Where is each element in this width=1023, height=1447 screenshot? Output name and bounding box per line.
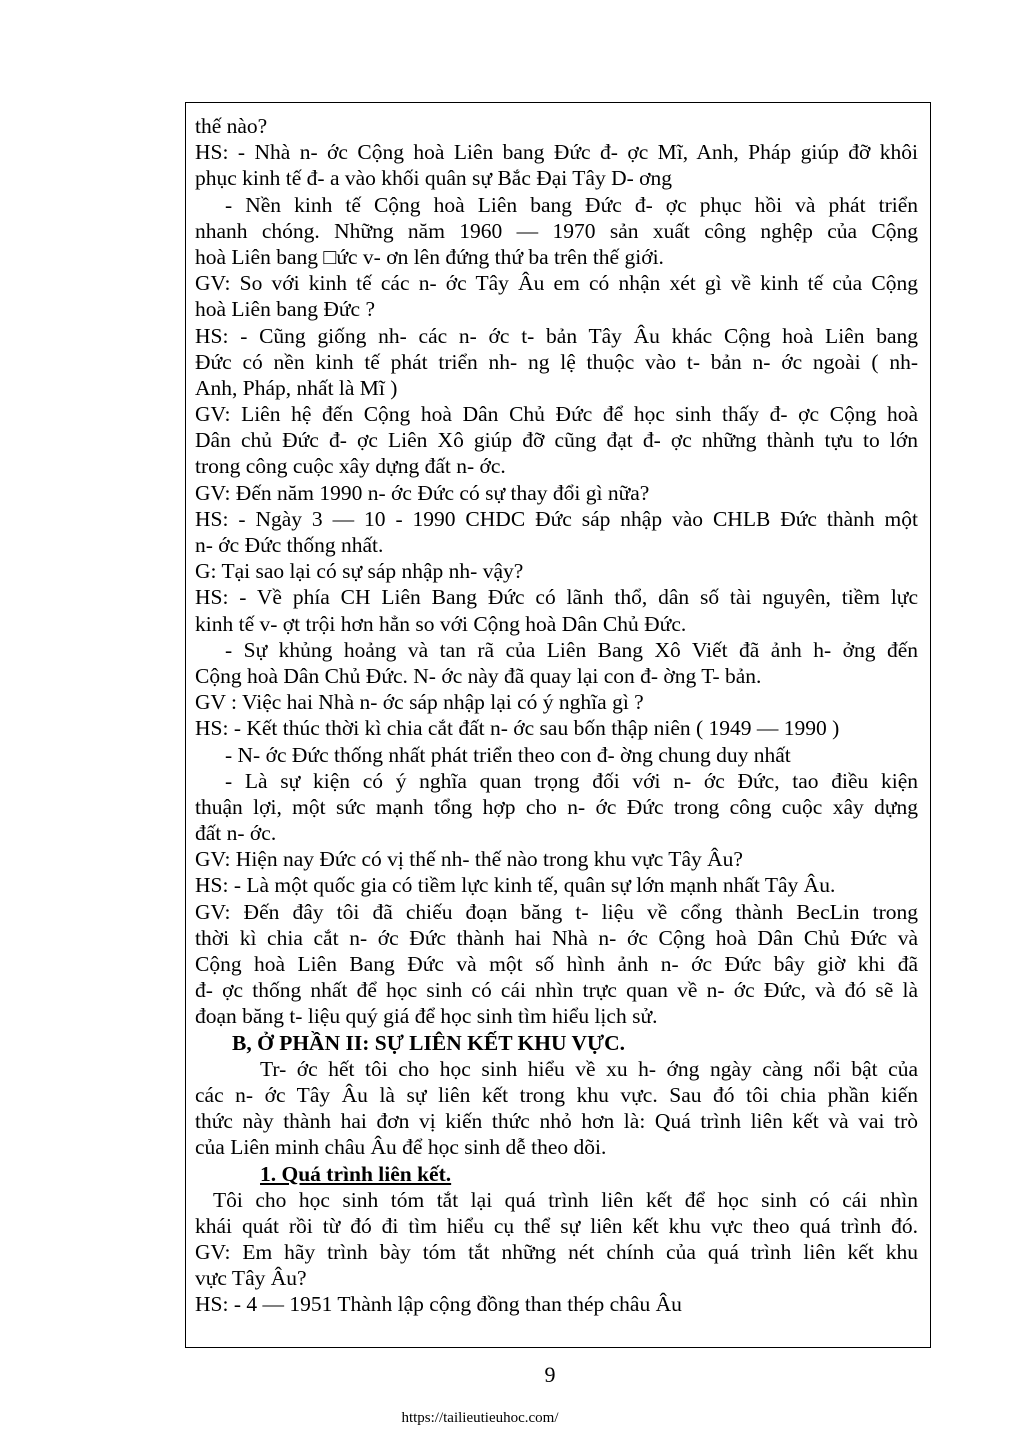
text-line: hoà Liên bang Đức ?	[195, 297, 375, 322]
text-line: HS: - Ngày 3 — 10 - 1990 CHDC Đức sáp nhập vào CHLB Đức thành một	[195, 506, 918, 531]
text-line: thức này thành hai đơn vị kiến thức nhỏ hơn là: Quá trình liên kết và vai trò	[195, 1109, 918, 1134]
text-line: GV: Hiện nay Đức có vị thế nh- thế nào trong khu vực Tây Âu?	[195, 847, 743, 872]
text-line: HS: - 4 — 1951 Thành lập cộng đồng than thép châu Âu	[195, 1292, 682, 1317]
text-line: HS: - Về phía CH Liên Bang Đức có lãnh thổ, dân số tài nguyên, tiềm lực	[195, 585, 918, 610]
text-line: Đức có nền kinh tế phát triển nh- ng lệ thuộc vào t- bản n- ớc ngoài ( nh-	[195, 349, 918, 374]
text-line: - Nền kinh tế Cộng hoà Liên bang Đức đ- ợc phục hồi và phát triển	[225, 192, 918, 217]
text-line: GV: So với kinh tế các n- ớc Tây Âu em có nhận xét gì về kinh tế của Cộng	[195, 271, 918, 296]
text-line: hoà Liên bang □ức v- ơn lên đứng thứ ba trên thế giới.	[195, 244, 664, 269]
page-number: 9	[544, 1362, 556, 1387]
text-line: GV: Liên hệ đến Cộng hoà Dân Chủ Đức để học sinh thấy đ- ợc Cộng hoà	[195, 402, 918, 427]
text-line: thuận lợi, một sức mạnh tổng hợp cho n- ớc Đức trong công cuộc xây dựng	[195, 794, 918, 819]
text-line: - Là sự kiện có ý nghĩa quan trọng đối với n- ớc Đức, tao điều kiện	[225, 768, 918, 793]
text-line: Tôi cho học sinh tóm tắt lại quá trình liên kết để học sinh có cái nhìn	[213, 1187, 918, 1212]
footer-url[interactable]: https://tailieutieuhoc.com/	[401, 1410, 559, 1426]
text-line: Cộng hoà Liên Bang Đức và một số hình ảnh n- ớc Đức bây giờ khi đã	[195, 952, 918, 976]
text-line: đ- ợc thống nhất để học sinh có cái nhìn trực quan về n- ớc Đức, và đó sẽ là	[195, 978, 918, 1003]
text-line: các n- ớc Tây Âu là sự liên kết trong khu vực. Sau đó tôi chia phần kiến	[195, 1082, 918, 1107]
text-line: của Liên minh châu Âu để học sinh dễ theo dõi.	[195, 1135, 607, 1160]
text-line: phục kinh tế đ- a vào khối quân sự Bắc Đại Tây D- ơng	[195, 166, 672, 191]
text-line: nhanh chóng. Những năm 1960 — 1970 sản xuất công nghệp của Cộng	[195, 218, 918, 243]
section-heading: 1. Quá trình liên kết.	[260, 1161, 452, 1186]
text-line: GV: Đến năm 1990 n- ớc Đức có sự thay đổi gì nữa?	[195, 480, 650, 505]
text-line: Dân chủ Đức đ- ợc Liên Xô giúp đỡ cũng đạt đ- ợc những thành tựu to lớn	[195, 428, 918, 453]
text-line: G: Tại sao lại có sự sáp nhập nh- vậy?	[195, 559, 524, 584]
text-line: n- ớc Đức thống nhất.	[195, 533, 384, 557]
text-line: vực Tây Âu?	[195, 1266, 307, 1291]
text-line: - Sự khủng hoảng và tan rã của Liên Bang Xô Viết đã ảnh h- ởng đến	[225, 637, 918, 662]
text-line: GV: Đến đây tôi đã chiếu đoạn băng t- liệu về cổng thành BecLin trong	[195, 899, 918, 924]
text-line: - N- ớc Đức thống nhất phát triển theo con đ- ờng chung duy nhất	[225, 742, 791, 767]
text-line: Tr- ớc hết tôi cho học sinh hiểu về xu h- ớng ngày càng nổi bật của	[260, 1056, 918, 1081]
text-line: đoạn băng t- liệu quý giá để học sinh tìm hiểu lịch sử.	[195, 1004, 658, 1029]
text-line: thế nào?	[195, 114, 268, 138]
text-line: đất n- ớc.	[195, 821, 277, 846]
text-line: B, Ở PHẦN II: SỰ LIÊN KẾT KHU VỰC.	[232, 1030, 626, 1055]
text-line: HS: - Nhà n- ớc Cộng hoà Liên bang Đức đ- ợc Mĩ, Anh, Pháp giúp đỡ khôi	[195, 140, 918, 165]
text-line: khái quát rồi từ đó đi tìm hiểu cụ thể sự liên kết khu vực theo quá trình đó.	[195, 1213, 918, 1238]
text-line: HS: - Là một quốc gia có tiềm lực kinh tế, quân sự lớn mạnh nhất Tây Âu.	[195, 873, 836, 898]
text-line: trong công cuộc xây dựng đất n- ớc.	[195, 454, 506, 479]
text-line: Anh, Pháp, nhất là Mĩ )	[195, 375, 398, 400]
text-line: HS: - Cũng giống nh- các n- ớc t- bản Tây Âu khác Cộng hoà Liên bang	[195, 323, 918, 348]
text-line: kinh tế v- ợt trội hơn hẳn so với Cộng hoà Dân Chủ Đức.	[195, 611, 687, 636]
text-line: GV : Việc hai Nhà n- ớc sáp nhập lại có ý nghĩa gì ?	[195, 690, 644, 715]
text-line: HS: - Kết thúc thời kì chia cắt đất n- ớc sau bốn thập niên ( 1949 — 1990 )	[195, 716, 840, 741]
text-line: thời kì chia cắt n- ớc Đức thành hai Nhà n- ớc Cộng hoà Dân Chủ Đức và	[195, 925, 918, 950]
text-line: GV: Em hãy trình bày tóm tắt những nét chính của quá trình liên kết khu	[195, 1240, 918, 1265]
text-line	[195, 1161, 918, 1187]
document-body	[195, 113, 918, 1318]
text-line: Cộng hoà Dân Chủ Đức. N- ớc này đã quay lại con đ- ờng T- bản.	[195, 663, 762, 688]
